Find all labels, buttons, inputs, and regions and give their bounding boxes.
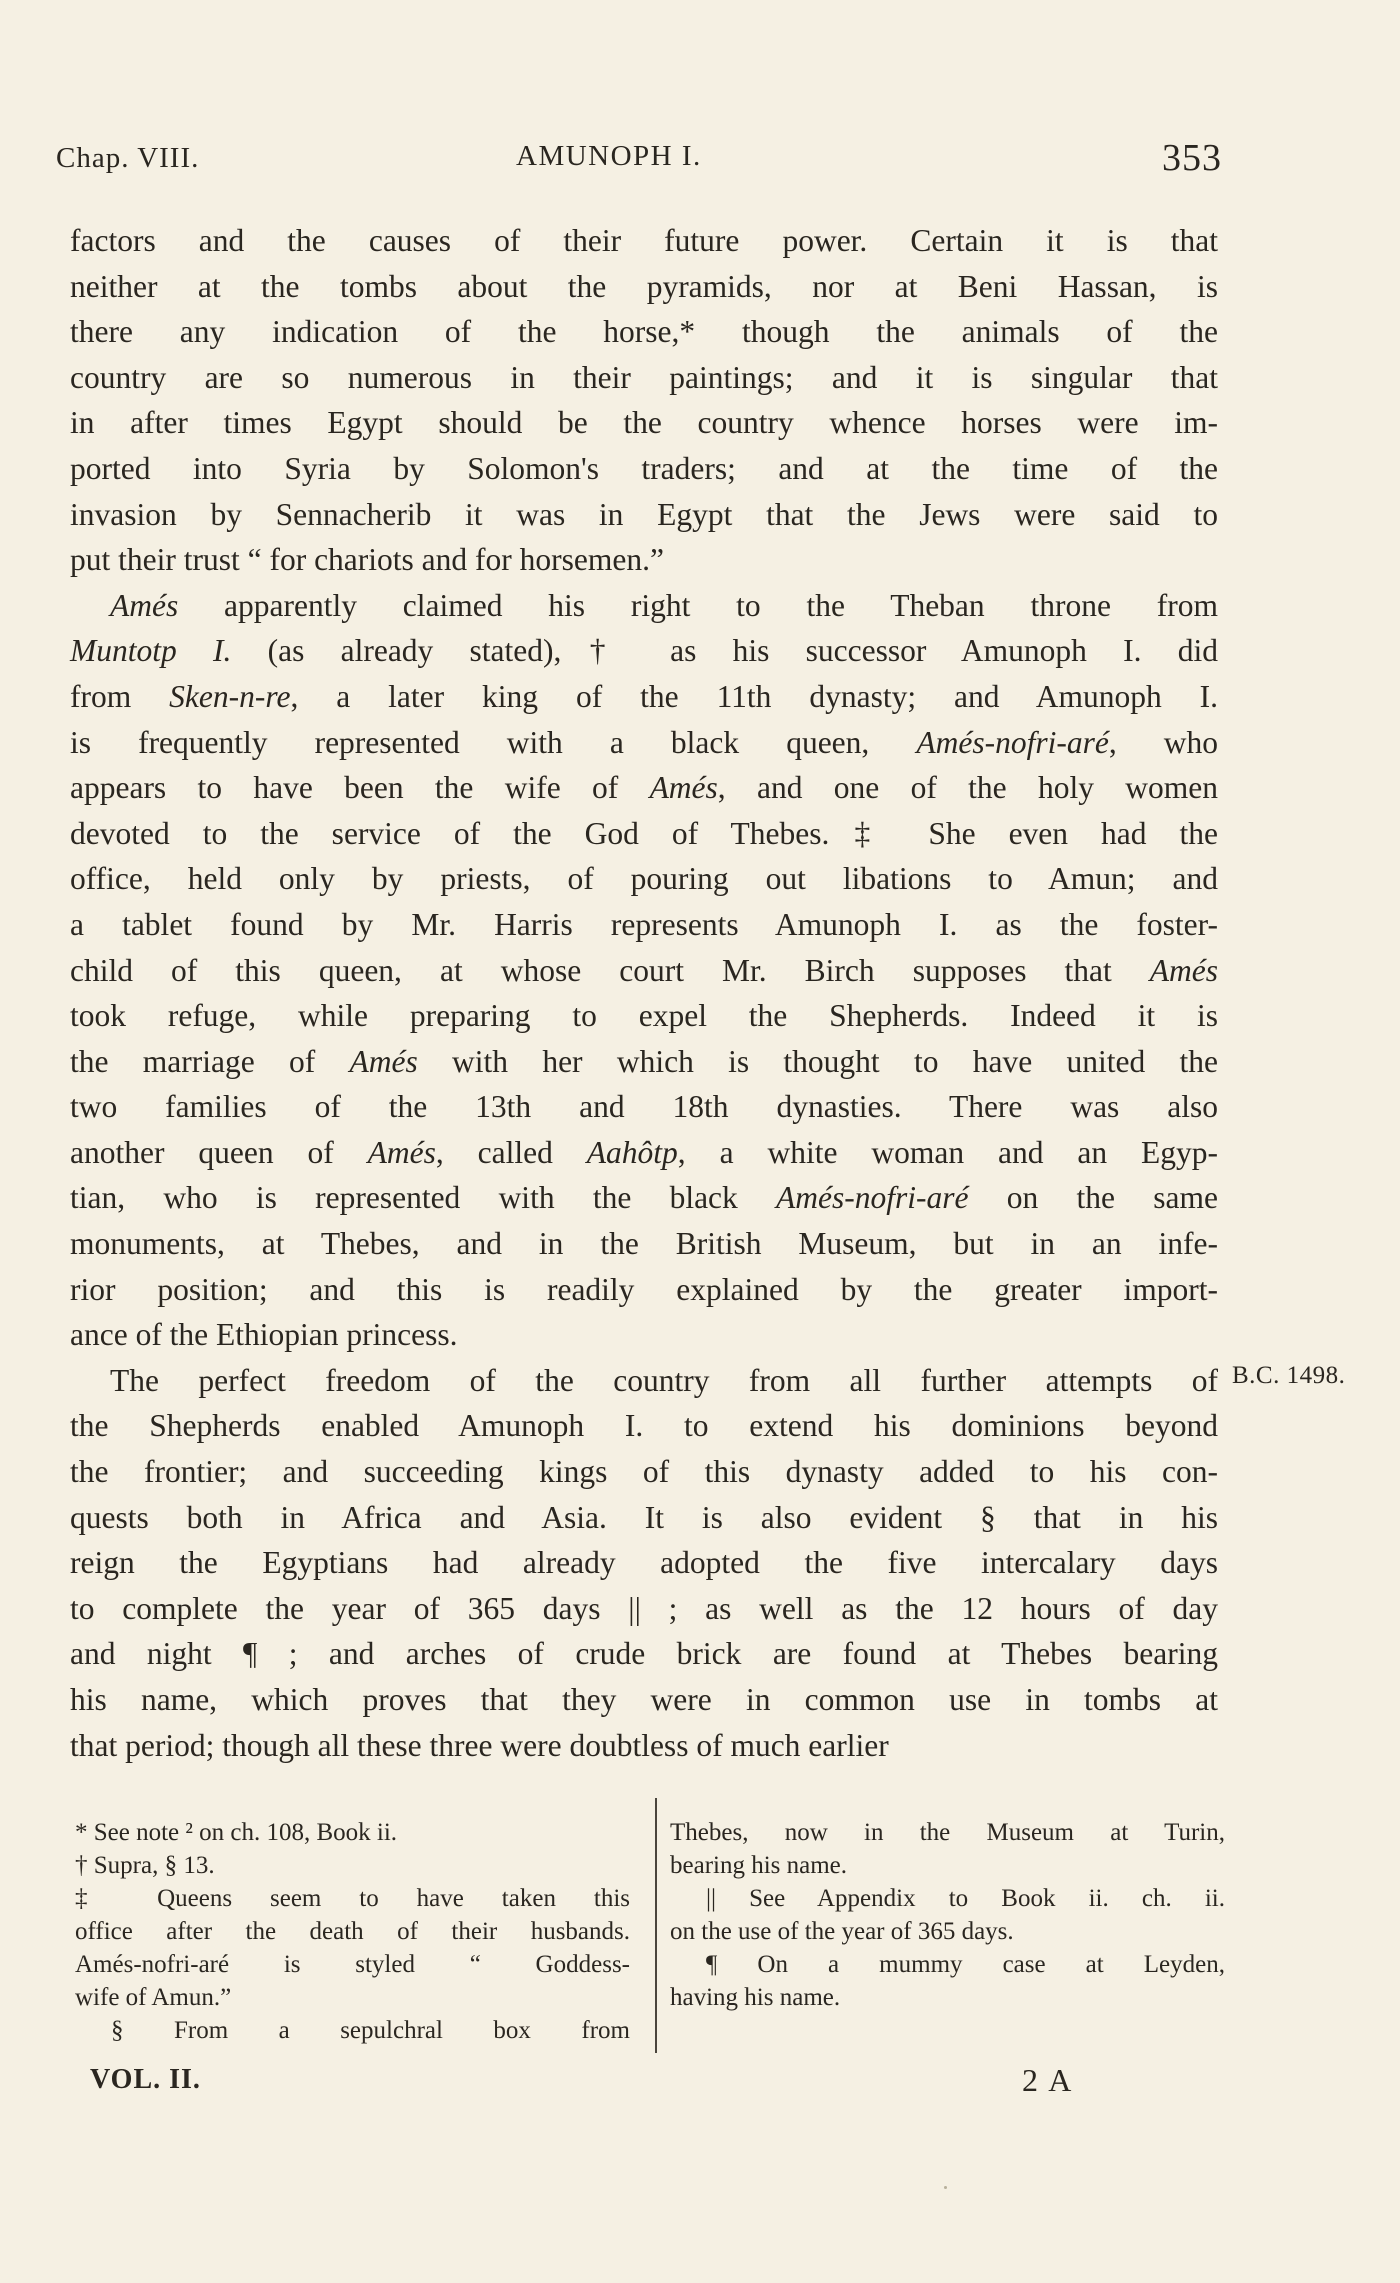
text-line: the marriage of Amés with her which is thought to have united the [70,1043,1218,1079]
text-line: two families of the 13th and 18th dynasties. There was also [70,1089,1218,1125]
text-line: there any indication of the horse,* though the animals of the [70,314,1218,350]
text-line: from Sken-n-re, a later king of the 11th dynasty; and Amunoph I. [70,678,1218,714]
footnote-line: ‡ Queens seem to have taken this [75,1885,630,1912]
text-line: in after times Egypt should be the country whence horses were im- [70,405,1218,441]
text-line: invasion by Sennacherib it was in Egypt that the Jews were said to [70,496,1218,532]
text-line: child of this queen, at whose court Mr. Birch supposes that Amés [70,952,1218,988]
text-line: another queen of Amés, called Aahôtp, a white woman and an Egyp- [70,1134,1219,1170]
main-text [70,218,1218,1768]
text-line: to complete the year of 365 days || ; as well as the 12 hours of day [70,1590,1218,1626]
footnote-line: Amés-nofri-aré is styled “ Goddess- [75,1951,630,1978]
volume-label: VOL. II. [90,2064,201,2095]
footnote-line: on the use of the year of 365 days. [670,1918,1014,1945]
text-line: reign the Egyptians had already adopted the five intercalary days [70,1545,1218,1581]
signature-mark: 2 A [1022,2062,1074,2098]
text-line: devoted to the service of the God of Thebes.‡ She even had the [70,815,1218,851]
text-line: tian, who is represented with the black Amés-nofri-aré on the same [70,1180,1218,1216]
text-line: and night ¶ ; and arches of crude brick are found at Thebes bearing [70,1636,1218,1672]
footnote-line: || See Appendix to Book ii. ch. ii. [706,1885,1225,1912]
text-line: took refuge, while preparing to expel the Shepherds. Indeed it is [70,998,1218,1034]
paper-speck [944,2186,947,2189]
footnote-line: having his name. [670,1984,841,2011]
footnotes-left-column [75,1816,630,2047]
footnote-line: bearing his name. [670,1852,848,1879]
text-line: ance of the Ethiopian princess. [70,1317,458,1353]
text-line: put their trust “ for chariots and for horsemen.” [70,542,664,578]
text-line: Amés apparently claimed his right to the Theban throne from [110,587,1218,623]
text-line: the frontier; and succeeding kings of this dynasty added to his con- [70,1454,1218,1490]
text-line: appears to have been the wife of Amés, and one of the holy women [70,770,1219,806]
text-line: The perfect freedom of the country from all further attempts of [110,1362,1218,1398]
text-line: ported into Syria by Solomon's traders; and at the time of the [70,450,1218,486]
page-number: 353 [1162,137,1222,179]
text-line: rior position; and this is readily explained by the greater import- [70,1271,1218,1307]
footnote-line: Thebes, now in the Museum at Turin, [670,1819,1225,1846]
footnote-line: wife of Amun.” [75,1984,232,2011]
footnote-line: § From a sepulchral box from [111,2017,630,2044]
footnote-line: * See note ² on ch. 108, Book ii. [75,1819,398,1846]
footnote-line: ¶ On a mummy case at Leyden, [706,1951,1225,1978]
footnote-line: † Supra, § 13. [75,1852,215,1879]
running-header [56,128,1222,179]
text-line: that period; though all these three were doubtless of much earlier [70,1727,889,1763]
text-line: office, held only by priests, of pouring out libations to Amun; and [70,861,1218,897]
text-line: monuments, at Thebes, and in the British Museum, but in an infe- [70,1226,1218,1262]
footnote-line: office after the death of their husbands. [75,1918,630,1945]
text-line: quests both in Africa and Asia. It is also evident § that in his [70,1499,1218,1535]
text-line: Muntotp I. (as already stated),† as his successor Amunoph I. did [70,633,1219,669]
text-line: neither at the tombs about the pyramids, nor at Beni Hassan, is [70,268,1218,304]
footnotes-right-column [670,1816,1225,2014]
text-line: his name, which proves that they were in common use in tombs at [70,1682,1218,1717]
footnote-column-divider [655,1798,657,2053]
text-line: factors and the causes of their future power. Certain it is that [70,223,1218,258]
text-line: the Shepherds enabled Amunoph I. to extend his dominions beyond [70,1408,1218,1444]
chapter-label: Chap. VIII. [56,142,200,174]
running-title: AMUNOPH I. [516,140,702,172]
text-line: a tablet found by Mr. Harris represents Amunoph I. as the foster- [70,906,1218,942]
text-line: is frequently represented with a black queen, Amés-nofri-aré, who [70,724,1218,760]
text-line: country are so numerous in their paintings; and it is singular that [70,359,1218,395]
margin-date-note: B.C. 1498. [1232,1362,1346,1389]
